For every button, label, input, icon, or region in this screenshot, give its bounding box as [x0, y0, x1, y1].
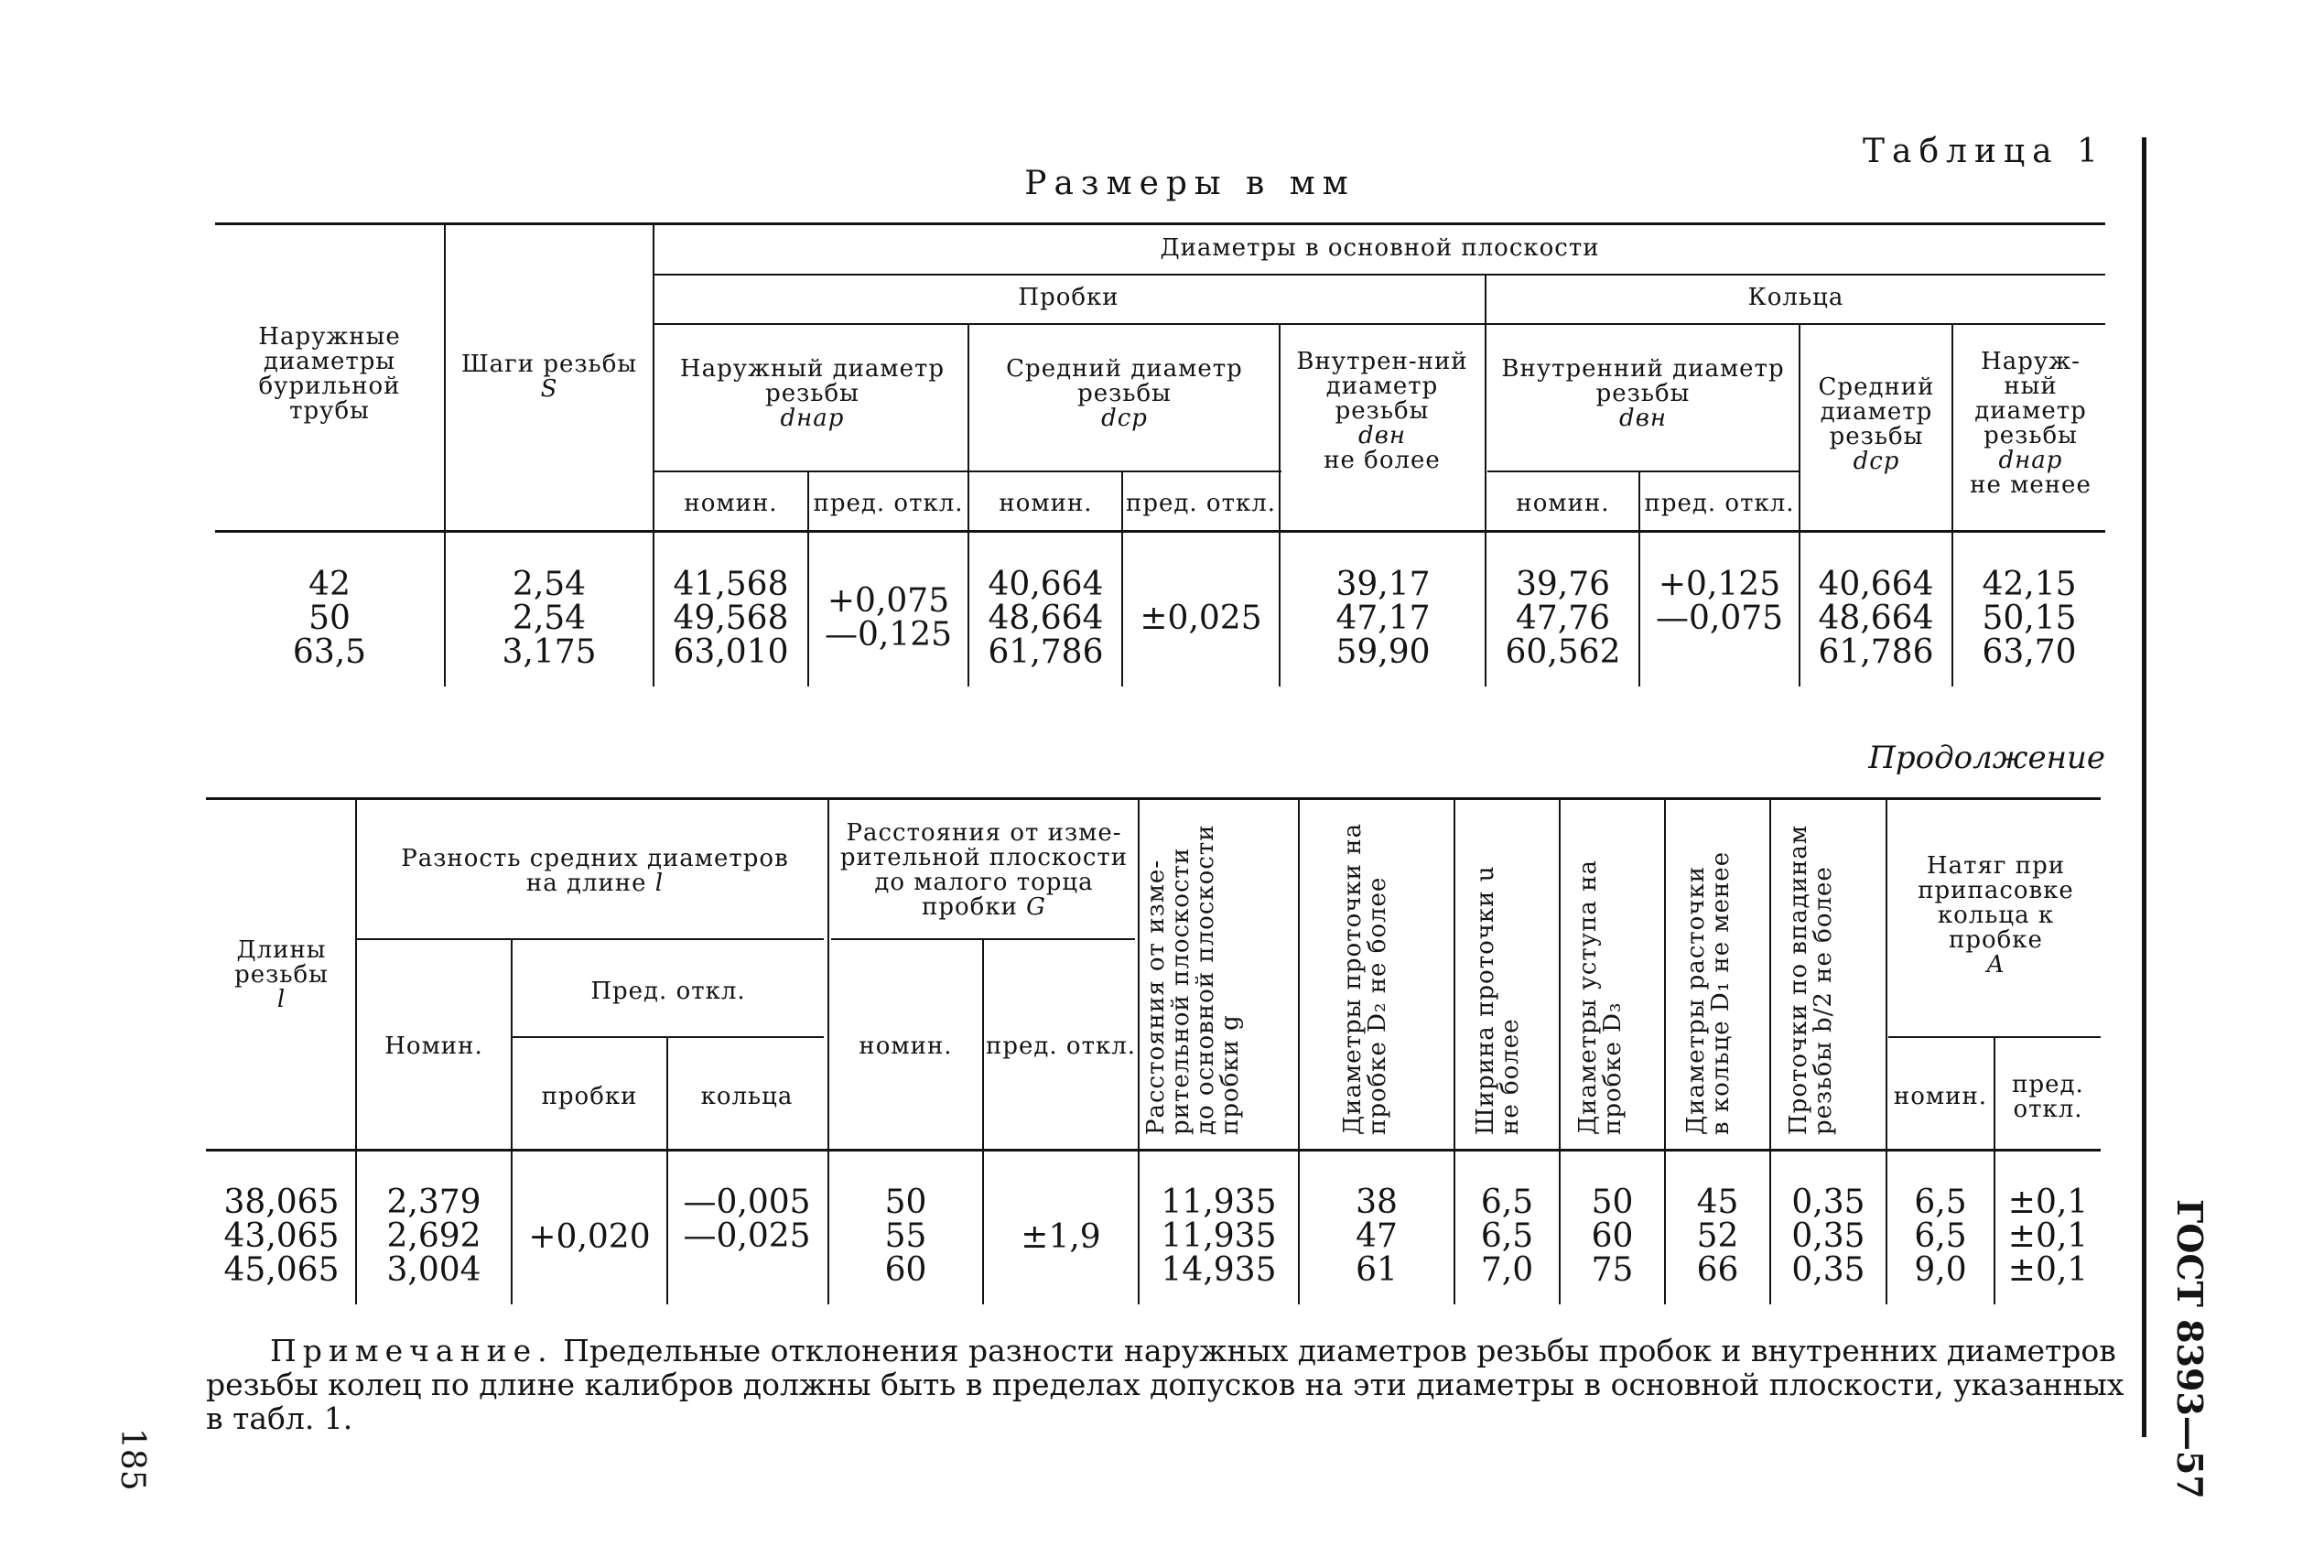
- t1-head-outer-diam: Наружные диаметры бурильной трубы: [258, 323, 401, 425]
- t1-head-plug-mid: Средний диаметр резьбы dср: [1006, 355, 1243, 432]
- t2-head-length: Длины резьбы l: [234, 936, 329, 1013]
- t2-col-d2: 38 47 61: [1356, 1184, 1398, 1289]
- t1-head-plugs: Пробки: [1018, 284, 1119, 311]
- note-line2: резьбы колец по длине калибров должны быть в пределах допусков на эти диаметры в основной плоскости, указанных: [206, 1367, 2124, 1402]
- continuation-label: Продолжение: [1868, 740, 2105, 776]
- t2-head-b: Проточки по впадинам резьбы b/2 не более: [1785, 824, 1837, 1135]
- t1-col-pitch: 2,54 2,54 3,175: [502, 566, 597, 671]
- t2-head-plugs: пробки: [541, 1083, 638, 1110]
- t2-head-nom-cap: Номин.: [384, 1033, 483, 1060]
- t2-col-b: 0,35 0,35 0,35: [1791, 1184, 1865, 1289]
- t1-tol: пред. откл.: [1644, 490, 1795, 517]
- t2-col-u: 6,5 6,5 7,0: [1480, 1184, 1534, 1289]
- t1-col-ring-inner-nom: 39,76 47,76 60,562: [1505, 566, 1621, 671]
- t1-col-ring-mid: 40,664 48,664 61,786: [1818, 566, 1934, 671]
- right-margin-rule: [2142, 137, 2146, 1437]
- t2-col-diff-nom: 2,379 2,692 3,004: [386, 1184, 481, 1289]
- t2-dist-tol: ±1,9: [1021, 1218, 1101, 1256]
- note-line1: Предельные отклонения разности наружных диаметров резьбы пробок и внутренних диаметров: [563, 1333, 2116, 1368]
- t2-head-d2: Диаметры проточки на пробке D₂ не более: [1339, 822, 1391, 1135]
- note: [206, 1333, 2124, 1436]
- t2-diff-plug-tol: +0,020: [528, 1218, 651, 1256]
- t2-col-a-tol: ±0,1 ±0,1 ±0,1: [2007, 1184, 2089, 1289]
- table1-label: Таблица 1: [1863, 133, 2105, 170]
- t1-nom: номин.: [1516, 490, 1610, 517]
- t2-head-rings: кольца: [700, 1083, 794, 1110]
- t1-head-ring-inner: Внутренний диаметр резьбы dвн: [1501, 355, 1785, 432]
- note-label: Примечание.: [270, 1333, 554, 1368]
- t1-tol: пред. откл.: [813, 490, 964, 517]
- t2-head-dist: Расстояния от изме-рительной плоскости до малого торца пробки G: [839, 819, 1129, 921]
- t1-head-pitch: Шаги резьбы S: [460, 351, 638, 403]
- t1-head-ring-mid: Средний диаметр резьбы dср: [1818, 373, 1935, 475]
- t2-head-a-tol: пред. откл.: [2012, 1071, 2084, 1123]
- t1-head-plug-outer: Наружный диаметр резьбы dнар: [679, 355, 946, 432]
- t1-tol: пред. откл.: [1126, 490, 1276, 517]
- t2-col-d1: 45 52 66: [1696, 1184, 1739, 1289]
- table1-units: Размеры в мм: [1024, 165, 1356, 202]
- t2-head-interference: Натяг при припасовке кольца к пробке A: [1918, 852, 2074, 979]
- t1-col-plug-inner: 39,17 47,17 59,90: [1335, 566, 1431, 671]
- t2-head-u: Ширина проточки u не более: [1472, 865, 1524, 1135]
- t1-col-plug-mid-nom: 40,664 48,664 61,786: [988, 566, 1104, 671]
- t1-col-outer: 42 50 63,5: [292, 566, 367, 671]
- t2-head-d3: Диаметры уступа на пробке D₃: [1574, 859, 1627, 1135]
- note-line3: в табл. 1.: [206, 1400, 353, 1436]
- t2-col-length: 38,065 43,065 45,065: [223, 1184, 340, 1289]
- t2-col-diff-ring-tol: —0,005 —0,025: [683, 1184, 811, 1255]
- t1-head-rings: Кольца: [1747, 284, 1844, 311]
- page-number: 185: [113, 1428, 151, 1491]
- t1-head-ring-outer: Наруж-ный диаметр резьбы dнар не менее: [1970, 348, 2092, 499]
- t2-head-a-nom: номин.: [1893, 1083, 1988, 1110]
- gost-label: ГОСТ 8393—57: [2169, 1199, 2211, 1499]
- t1-head-plug-inner: Внутрен-ний диаметр резьбы dвн не более: [1296, 348, 1468, 474]
- t2-head-diff: Разность средних диаметров на длине l: [401, 845, 789, 897]
- t2-head-d1: Диаметры расточки в кольце D₁ не менее: [1682, 850, 1735, 1135]
- t1-ring-inner-tol: +0,125 —0,075: [1655, 566, 1784, 637]
- t1-plug-mid-tol: ±0,025: [1140, 600, 1262, 637]
- t1-head-base-plane: Диаметры в основной плоскости: [1160, 234, 1600, 262]
- t1-col-ring-outer: 42,15 50,15 63,70: [1982, 566, 2077, 671]
- t2-col-a-nom: 6,5 6,5 9,0: [1914, 1184, 1967, 1289]
- t2-col-dist-nom: 50 55 60: [884, 1184, 927, 1289]
- t2-head-tol-cap: Пред. откл.: [590, 978, 746, 1005]
- t2-head-dist-nom: номин.: [859, 1033, 953, 1060]
- t2-col-d3: 50 60 75: [1591, 1184, 1634, 1289]
- t2-head-g: Расстояния от изме- рительной плоскости до основной плоскости пробки g: [1142, 824, 1244, 1135]
- t2-col-g: 11,935 11,935 14,935: [1161, 1184, 1277, 1289]
- t1-nom: номин.: [684, 490, 778, 517]
- t2-head-dist-tol: пред. откл.: [986, 1033, 1136, 1060]
- t1-plug-outer-tol: +0,075 —0,125: [824, 582, 953, 654]
- t1-col-plug-outer-nom: 41,568 49,568 63,010: [673, 566, 789, 671]
- t1-nom: номин.: [999, 490, 1093, 517]
